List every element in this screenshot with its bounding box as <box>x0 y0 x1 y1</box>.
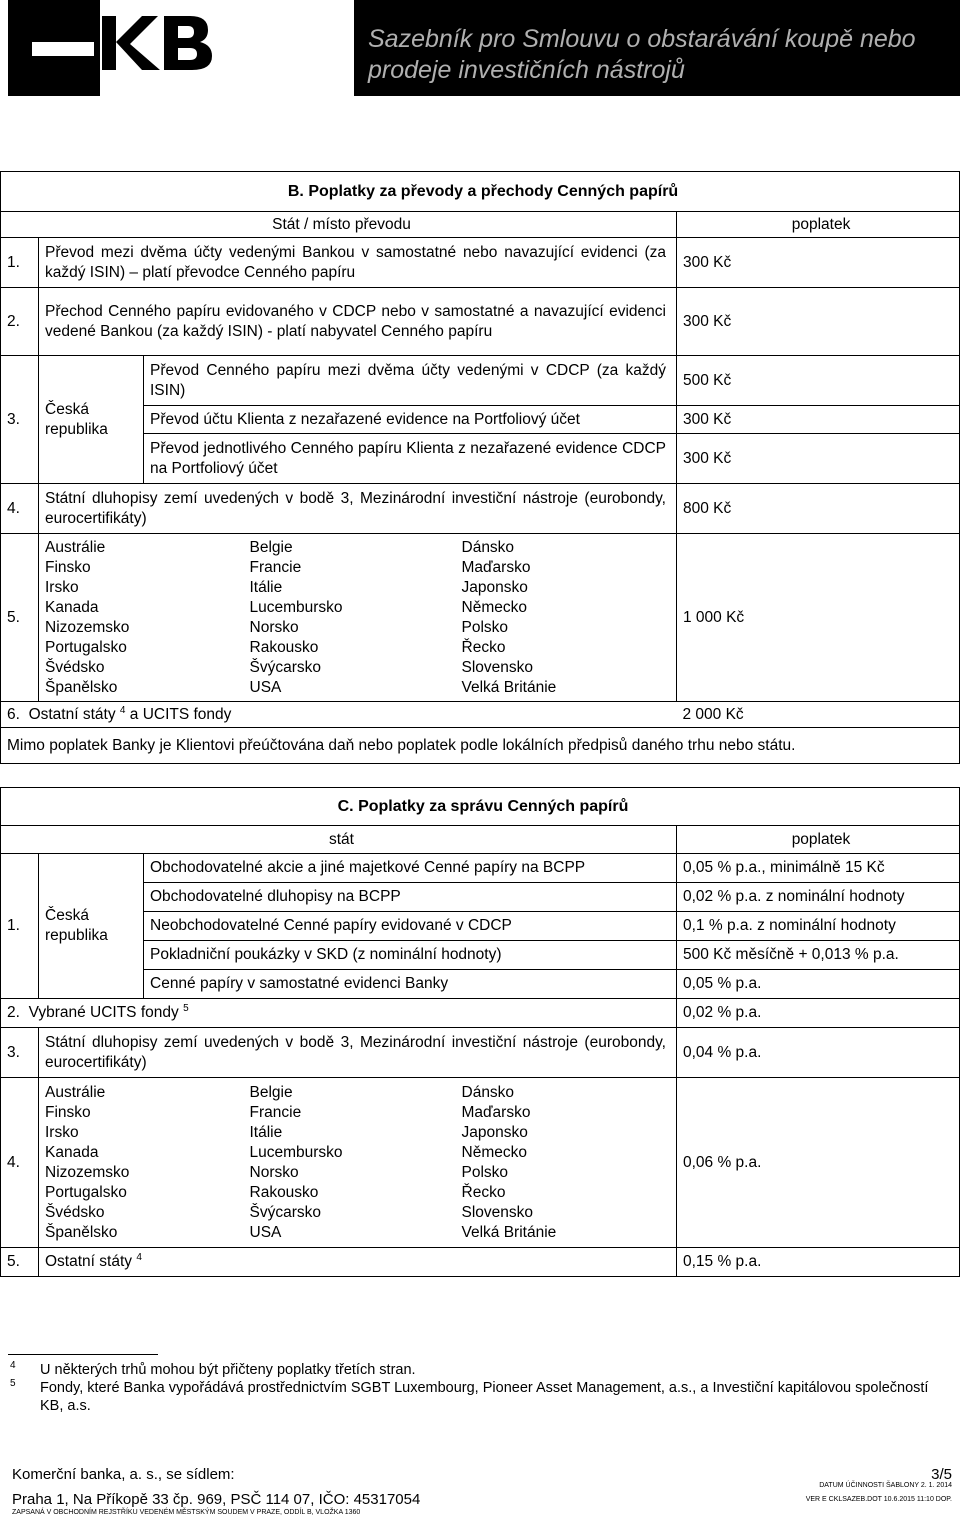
page-number: 3/5 <box>931 1466 952 1483</box>
list-item: Maďarsko <box>461 1103 531 1121</box>
col-header-fee: poplatek <box>677 826 960 854</box>
list-item: Švýcarsko <box>249 658 321 676</box>
row-fee: 0,02 % p.a. <box>677 999 960 1028</box>
row-number: 6. <box>7 705 20 723</box>
footnote-number: 5 <box>10 1378 16 1389</box>
row-number: 4. <box>1 1078 39 1248</box>
list-item: Belgie <box>249 1083 293 1101</box>
list-item: Finsko <box>45 1103 91 1121</box>
list-item: Švédsko <box>45 658 105 676</box>
list-item: Švédsko <box>45 1203 105 1221</box>
footnote-ref: 4 <box>136 1251 142 1263</box>
list-item: Maďarsko <box>461 558 531 576</box>
footnote-number: 4 <box>10 1360 16 1371</box>
list-item: USA <box>249 1223 282 1241</box>
row-number: 2. <box>1 288 39 356</box>
row-fee: 300 Kč <box>677 238 960 288</box>
list-item: Japonsko <box>461 578 528 596</box>
row-text: Přechod Cenného papíru evidovaného v CDCP nebo v samostatné a navazující evidenci vedené Bankou (za každý ISIN) - platí nabyvatel Cenného papíru <box>39 288 677 356</box>
list-item: Nizozemsko <box>45 1163 130 1181</box>
row-text: Ostatní státy <box>28 705 116 723</box>
row-fee: 500 Kč <box>677 356 960 406</box>
list-item: Řecko <box>461 638 506 656</box>
list-item: Portugalsko <box>45 638 127 656</box>
row-number: 1. <box>1 854 39 999</box>
row-text: Ostatní státy <box>45 1253 133 1270</box>
list-item: Rakousko <box>249 638 319 656</box>
list-item: Kanada <box>45 1143 99 1161</box>
list-item: Polsko <box>461 618 509 636</box>
list-item: Dánsko <box>461 538 515 556</box>
list-item: Belgie <box>249 538 293 556</box>
list-item: Francie <box>249 1103 302 1121</box>
list-item: Irsko <box>45 578 79 596</box>
row-6 <box>1 702 677 728</box>
section-b-title: B. Poplatky za převody a přechody Cenných papírů <box>1 172 960 212</box>
list-item: Itálie <box>249 1123 283 1141</box>
kb-logo-mark <box>8 0 100 96</box>
row-text: Vybrané UCITS fondy <box>28 1004 179 1021</box>
footnote <box>10 1361 955 1379</box>
footer-company: Komerční banka, a. s., se sídlem: <box>12 1466 235 1483</box>
list-item: Švýcarsko <box>249 1203 321 1221</box>
list-item: Finsko <box>45 558 91 576</box>
row-fee: 0,05 % p.a. <box>677 970 960 999</box>
list-item: Lucembursko <box>249 598 343 616</box>
document-title: Sazebník pro Smlouvu o obstarávání koupě nebo prodeje investičních nástrojů <box>368 25 916 84</box>
footer-address: Praha 1, Na Příkopě 33 čp. 969, PSČ 114 07, IČO: 45317054 <box>12 1491 421 1508</box>
template-version: VER E CKLSAZEB.DOT 10.6.2015 11:10 DOP. <box>805 1496 952 1503</box>
list-item: Španělsko <box>45 1223 118 1241</box>
row-fee: 300 Kč <box>677 288 960 356</box>
list-item: Francie <box>249 558 302 576</box>
row-text: Státní dluhopisy zemí uvedených v bodě 3, Mezinárodní investiční nástroje (eurobondy, eurocertifikáty) <box>39 1028 677 1078</box>
row-number: 1. <box>1 238 39 288</box>
row-5 <box>39 1248 677 1277</box>
col-header-fee: poplatek <box>677 212 960 238</box>
header-banner <box>354 0 960 96</box>
list-item: Austrálie <box>45 1083 106 1101</box>
row-text-2: a UCITS fondy <box>129 705 232 723</box>
row-number: 5. <box>1 534 39 702</box>
row-number: 3. <box>1 356 39 484</box>
row-text: Převod účtu Klienta z nezařazené evidence na Portfoliový účet <box>144 406 677 434</box>
list-item: Španělsko <box>45 678 118 696</box>
footnote-ref: 4 <box>119 704 126 716</box>
footnote-ref: 5 <box>183 1002 189 1014</box>
col-header-state: stát <box>1 826 677 854</box>
row-2 <box>1 999 677 1028</box>
list-item: Nizozemsko <box>45 618 130 636</box>
list-item: Rakousko <box>249 1183 319 1201</box>
row-text: Neobchodovatelné Cenné papíry evidované v CDCP <box>144 912 677 941</box>
kb-logo-icon <box>102 12 214 74</box>
list-item: Japonsko <box>461 1123 528 1141</box>
country-list-col2-3 <box>244 1078 677 1248</box>
footnote-divider <box>8 1354 158 1355</box>
row-text: Převod mezi dvěma účty vedenými Bankou v samostatné nebo navazující evidenci (za každý ISIN) – platí převodce Cenného papíru <box>39 238 677 288</box>
row-text: Pokladniční poukázky v SKD (z nominální hodnoty) <box>144 941 677 970</box>
list-item: Norsko <box>249 1163 299 1181</box>
list-item: Slovensko <box>461 658 534 676</box>
country-list-col3 <box>462 538 557 698</box>
list-item: Velká Británie <box>461 678 557 696</box>
country-list-col1 <box>39 1078 244 1248</box>
list-item: Polsko <box>461 1163 509 1181</box>
section-c-table <box>0 787 960 1277</box>
list-item: Lucembursko <box>249 1143 343 1161</box>
row-fee: 1 000 Kč <box>677 534 960 702</box>
list-item: Slovensko <box>461 1203 534 1221</box>
country-cz: Česká republika <box>39 854 144 999</box>
row-text: Obchodovatelné dluhopisy na BCPP <box>144 883 677 912</box>
row-text: Převod Cenného papíru mezi dvěma účty vedenými v CDCP (za každý ISIN) <box>144 356 677 406</box>
template-date: DATUM ÚČINNOSTI ŠABLONY 2. 1. 2014 <box>819 1482 952 1489</box>
row-fee: 0,1 % p.a. z nominální hodnoty <box>677 912 960 941</box>
list-item: Norsko <box>249 618 299 636</box>
country-list-col2 <box>250 538 462 698</box>
row-number: 4. <box>1 484 39 534</box>
country-cz: Česká republika <box>39 356 144 484</box>
row-number: 3. <box>1 1028 39 1078</box>
row-fee: 500 Kč měsíčně + 0,013 % p.a. <box>677 941 960 970</box>
list-item: Portugalsko <box>45 1183 127 1201</box>
country-list-col1 <box>39 534 244 702</box>
footnote-text: U některých trhů mohou být přičteny poplatky třetích stran. <box>40 1362 416 1378</box>
row-text: Převod jednotlivého Cenného papíru Klienta z nezařazené evidence CDCP na Portfoliový účet <box>144 434 677 484</box>
row-text: Státní dluhopisy zemí uvedených v bodě 3, Mezinárodní investiční nástroje (eurobondy, eurocertifikáty) <box>39 484 677 534</box>
footnote <box>10 1379 955 1415</box>
row-fee: 0,04 % p.a. <box>677 1028 960 1078</box>
page-footer <box>0 1462 960 1519</box>
list-item: Velká Británie <box>461 1223 557 1241</box>
list-item: Irsko <box>45 1123 79 1141</box>
page-header <box>0 0 960 100</box>
section-b-note: Mimo poplatek Banky je Klientovi přeúčtována daň nebo poplatek podle lokálních předpisů daného trhu nebo státu. <box>1 728 960 764</box>
list-item: USA <box>249 678 282 696</box>
row-fee: 0,02 % p.a. z nominální hodnoty <box>677 883 960 912</box>
list-item: Kanada <box>45 598 99 616</box>
list-item: Řecko <box>461 1183 506 1201</box>
row-fee: 2 000 Kč <box>677 702 960 728</box>
row-fee: 0,06 % p.a. <box>677 1078 960 1248</box>
footnote-text: Fondy, které Banka vypořádává prostřednictvím SGBT Luxembourg, Pioneer Asset Management, a.s., a Investiční kapitálovou společností KB, a.s. <box>40 1380 929 1414</box>
list-item: Německo <box>461 1143 527 1161</box>
row-text: Cenné papíry v samostatné evidenci Banky <box>144 970 677 999</box>
row-text: Obchodovatelné akcie a jiné majetkové Cenné papíry na BCPP <box>144 854 677 883</box>
row-fee: 0,15 % p.a. <box>677 1248 960 1277</box>
section-b-table <box>0 171 960 764</box>
col-header-place: Stát / místo převodu <box>1 212 677 238</box>
row-fee: 0,05 % p.a., minimálně 15 Kč <box>677 854 960 883</box>
row-number: 2. <box>7 1004 20 1021</box>
row-fee: 300 Kč <box>677 434 960 484</box>
list-item: Německo <box>461 598 527 616</box>
list-item: Itálie <box>249 578 283 596</box>
footer-registry: ZAPSANÁ V OBCHODNÍM REJSTŘÍKU VEDENÉM MĚSTSKÝM SOUDEM V PRAZE, ODDÍL B, VLOŽKA 1360 <box>12 1509 361 1516</box>
row-fee: 800 Kč <box>677 484 960 534</box>
row-fee: 300 Kč <box>677 406 960 434</box>
country-list-col2 <box>250 1083 462 1243</box>
list-item: Dánsko <box>461 1083 515 1101</box>
country-list-col2-3 <box>244 534 677 702</box>
section-c-title: C. Poplatky za správu Cenných papírů <box>1 788 960 826</box>
country-list-col3 <box>462 1083 557 1243</box>
row-number: 5. <box>1 1248 39 1277</box>
list-item: Austrálie <box>45 538 106 556</box>
